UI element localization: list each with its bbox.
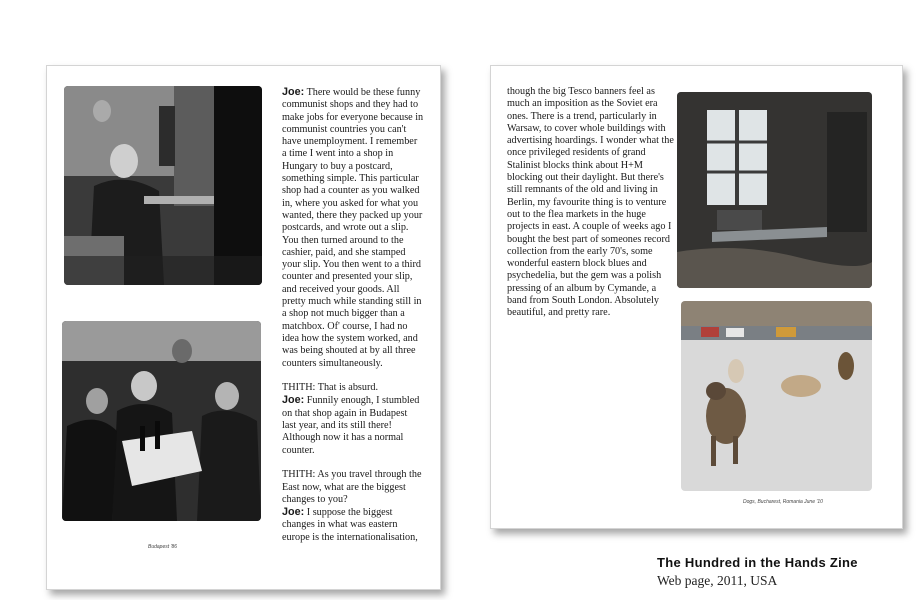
joe-answer-1: [282, 86, 424, 370]
source-title: The Hundred in the Hands Zine: [657, 555, 858, 570]
photo-stray-dogs: [681, 301, 872, 491]
photo-derelict-window: [677, 92, 872, 288]
left-photo-caption: Budapest '86: [148, 544, 178, 550]
right-photo-caption: Dogs, Bucharest, Romania June '10: [743, 499, 823, 505]
speaker-joe-3: Joe:: [282, 506, 305, 519]
joe-answer-2-text: Funnily enough, I stumbled on that shop again in Budapest last year, and its still there! Although now it has a normal counter.: [282, 395, 420, 456]
right-zine-page: [490, 65, 903, 529]
right-page-text: [507, 86, 675, 320]
speaker-joe-1: Joe:: [282, 86, 305, 98]
thith-question-2: THITH: As you travel through the East now, what are the biggest changes to you?: [282, 469, 422, 505]
photo-woman-cafe: [64, 86, 262, 285]
joe-answer-1-text: There would be these funny communist shops and they had to make jobs for everyone because in communist countries you can't have unemployment. I remember a time I went into a shop in Hungary to buy a postcard, something simple. This particular shop had a counter as you walked in, where you asked for what you wanted, there they packed up your postcards, and wrote out a slip. You then turned around to the cashier, paid, and she stamped your slip. You then went to a third counter and presented your slip, and received your goods. All pretty much while standing still in a shop not much bigger than a matchbox. Of' course, I had no idea how the system worked, and was being shouted at by all three counters simultaneously.: [282, 87, 424, 369]
joe-answer-3: [282, 506, 424, 544]
joe-answer-3-text: I suppose the biggest changes in what was eastern europe is the internationalisation,: [282, 507, 418, 543]
joe-answer-2: [282, 394, 424, 456]
left-page-text: [282, 86, 424, 544]
photo-men-drinking: [62, 321, 261, 521]
right-page-paragraph: though the big Tesco banners feel as much an imposition as the Soviet era ones. There is a trend, particularly in Warsaw, to cover whole buildings with advertising hoardings. I wonder what the once privileged residents of grand Stalinist blocks think about H+M blocking out their daylight. But there's still remnants of the old and living in Berlin, my favourite thing is to venture out to the flea markets in the huge projects in east. A couple of weeks ago I bought the best part of someones record collection from the early 70's, some wonderful eastern block blues and psychedelia, but the gem was a polish pressing of an album by Cymande, a band from South London. Absolutely beautiful, and pretty rare.: [507, 86, 674, 319]
source-subtitle: Web page, 2011, USA: [657, 573, 778, 588]
left-zine-page: [46, 65, 441, 590]
speaker-joe-2: Joe:: [282, 394, 305, 407]
source-credit: [657, 555, 858, 589]
thith-question-1: THITH: That is absurd.: [282, 382, 379, 394]
